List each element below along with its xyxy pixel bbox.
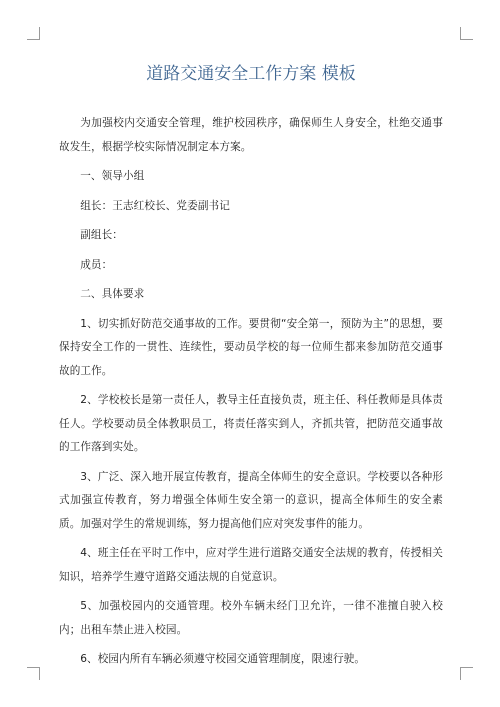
crop-mark-bottom-right <box>460 667 473 680</box>
document-page <box>59 62 443 678</box>
intro-paragraph: 为加强校内交通安全管理，维护校园秩序，确保师生人身安全，杜绝交通事故发生，根据学校实际情况制定本方案。 <box>59 117 443 153</box>
leader-line: 组长：王志红校长、党委副书记 <box>80 199 230 212</box>
crop-mark-top-left <box>27 27 40 40</box>
crop-mark-bottom-left <box>27 667 40 680</box>
crop-mark-top-right <box>460 27 473 40</box>
section-heading-leadership: 一、领导小组 <box>80 170 145 182</box>
requirement-6: 6、校园内所有车辆必须遵守校园交通管理制度，限速行驶。 <box>80 653 366 665</box>
requirement-2: 2、学校校长是第一责任人，教导主任直接负责，班主任、科任教师是具体责任人。学校要动员全体教职员工，将责任落实到人，齐抓共管，把防范交通事故的工作落到实处。 <box>59 394 443 453</box>
requirement-5: 5、加强校园内的交通管理。校外车辆未经门卫允许，一律不准擅自驶入校内；出租车禁止进入校园。 <box>59 600 443 636</box>
requirement-3: 3、广泛、深入地开展宣传教育，提高全体师生的安全意识。学校要以各种形式加强宣传教育，努力增强全体师生安全第一的意识，提高全体师生的安全素质。加强对学生的常规训练，努力提高他们应对突发事件的能力。 <box>59 470 443 530</box>
deputy-leader-line: 副组长： <box>80 229 123 241</box>
section-heading-requirements: 二、具体要求 <box>80 288 145 300</box>
document-title: 道路交通安全工作方案 模板 <box>146 64 356 84</box>
requirement-4: 4、班主任在平时工作中，应对学生进行道路交通安全法规的教育，传授相关知识，培养学生遵守道路交通法规的自觉意识。 <box>59 547 443 583</box>
members-line: 成员： <box>80 258 113 271</box>
requirement-1: 1、切实抓好防范交通事故的工作。要贯彻“安全第一，预防为主”的思想，要保持安全工作的一贯性、连续性，要动员学校的每一位师生都来参加防范交通事故的工作。 <box>59 317 443 377</box>
